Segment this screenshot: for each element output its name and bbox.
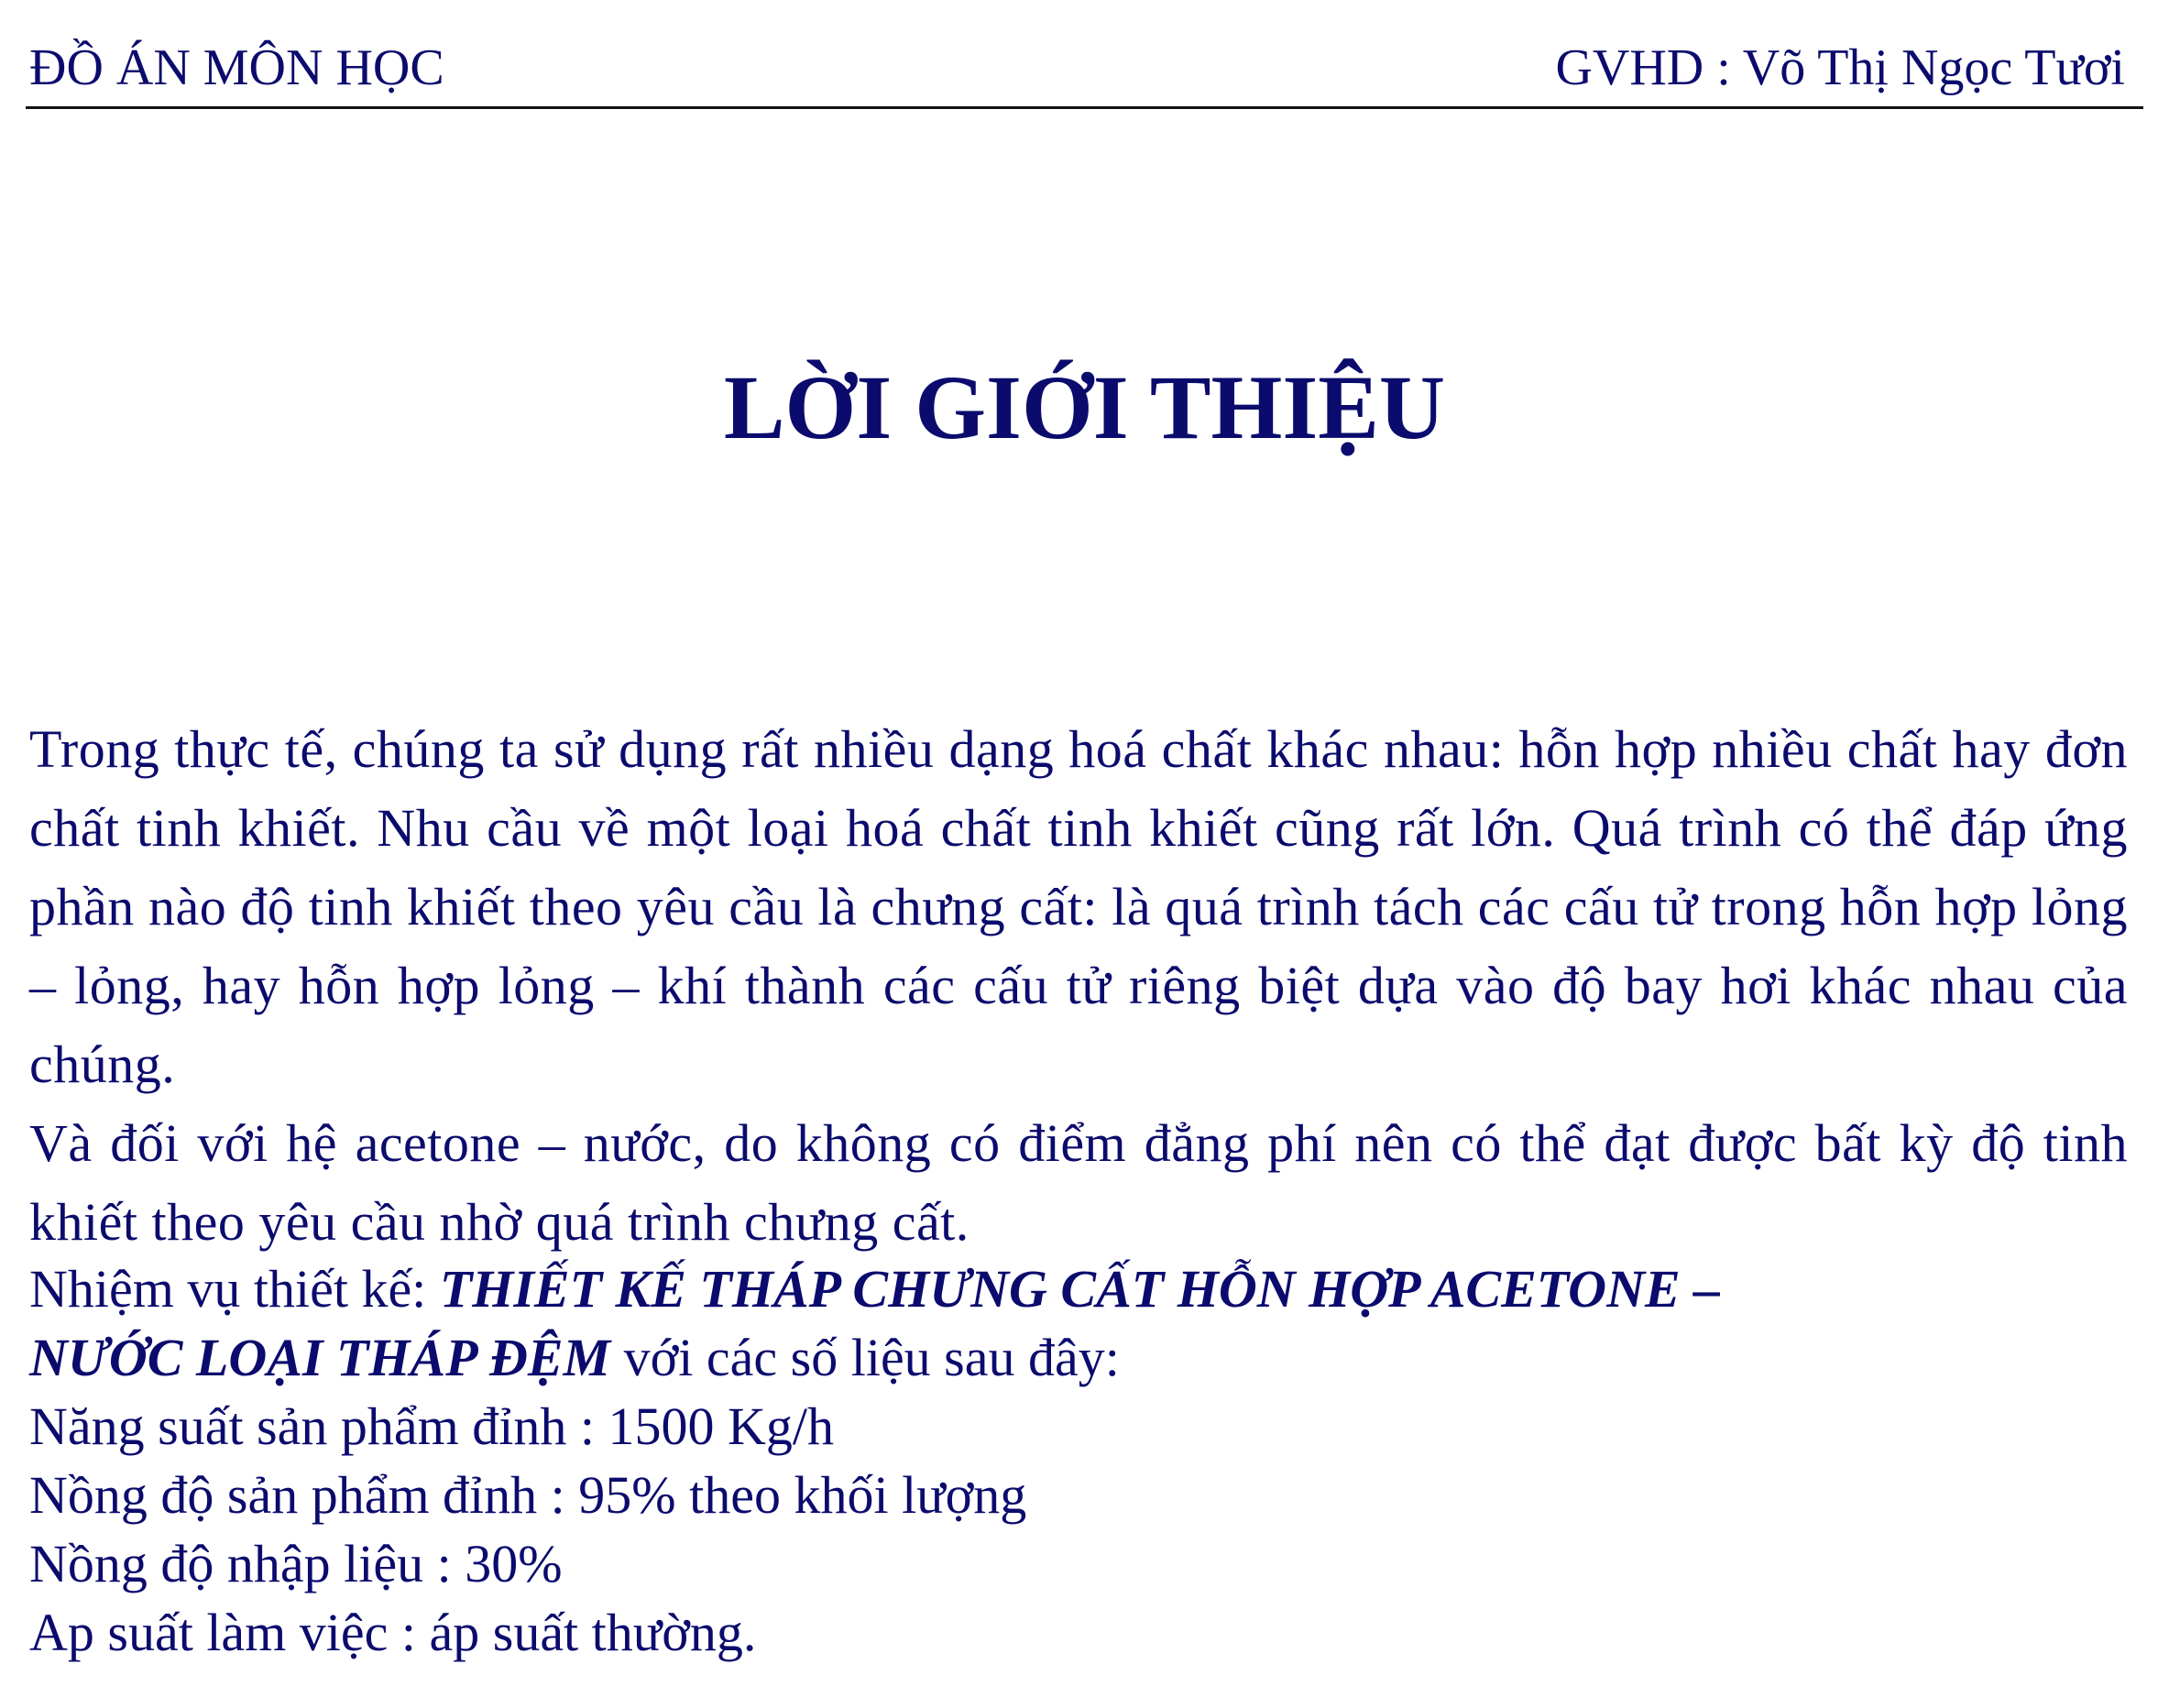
- task-statement: [29, 1254, 2137, 1323]
- intro-paragraph-1: Trong thực tế, chúng ta sử dụng rất nhiều dạng hoá chất khác nhau: hỗn hợp nhiều chất hay đơn chất tinh khiết. Nhu cầu về một loại hoá chất tinh khiết cũng rất lớn. Quá trình có thể đáp ứng phần nào độ tinh khiết theo yêu cầu là chưng cất: là quá trình tách các cấu tử trong hỗn hợp lỏng – lỏng, hay hỗn hợp lỏng – khí thành các cấu tử riêng biệt dựa vào độ bay hơi khác nhau của chúng.: [29, 719, 2128, 1094]
- spec-line: Nồng độ nhập liệu : 30%: [29, 1534, 563, 1593]
- task-prefix: Nhiệm vụ thiết kế:: [29, 1259, 440, 1319]
- design-task-section: [29, 1254, 2137, 1667]
- spec-line: Nồng độ sản phẩm đỉnh : 95% theo khối lượng: [29, 1465, 1027, 1525]
- task-title-line-1: THIẾT KẾ THÁP CHƯNG CẤT HỖN HỢP ACETONE –: [439, 1259, 1721, 1319]
- intro-paragraph-2: Và đối với hệ acetone – nước, do không có điểm đẳng phí nên có thể đạt được bất kỳ độ tinh khiết theo yêu cầu nhờ quá trình chưng cất.: [29, 1113, 2128, 1252]
- intro-section: [29, 710, 2128, 1262]
- page-title: LỜI GIỚI THIỆU: [723, 356, 1446, 458]
- page-header: [26, 27, 2143, 109]
- spec-line: Năng suất sản phẩm đỉnh : 1500 Kg/h: [29, 1396, 834, 1456]
- spec-line: Ap suất làm việc : áp suất thường.: [29, 1603, 757, 1662]
- header-course-label: ĐỒ ÁN MÔN HỌC: [29, 39, 444, 96]
- task-statement-cont: [29, 1323, 2137, 1392]
- task-title-line-2: NƯỚC LOẠI THÁP ĐỆM: [29, 1328, 611, 1387]
- header-supervisor-label: GVHD : Võ Thị Ngọc Tươi: [1555, 39, 2125, 96]
- task-suffix: với các số liệu sau đây:: [610, 1328, 1120, 1387]
